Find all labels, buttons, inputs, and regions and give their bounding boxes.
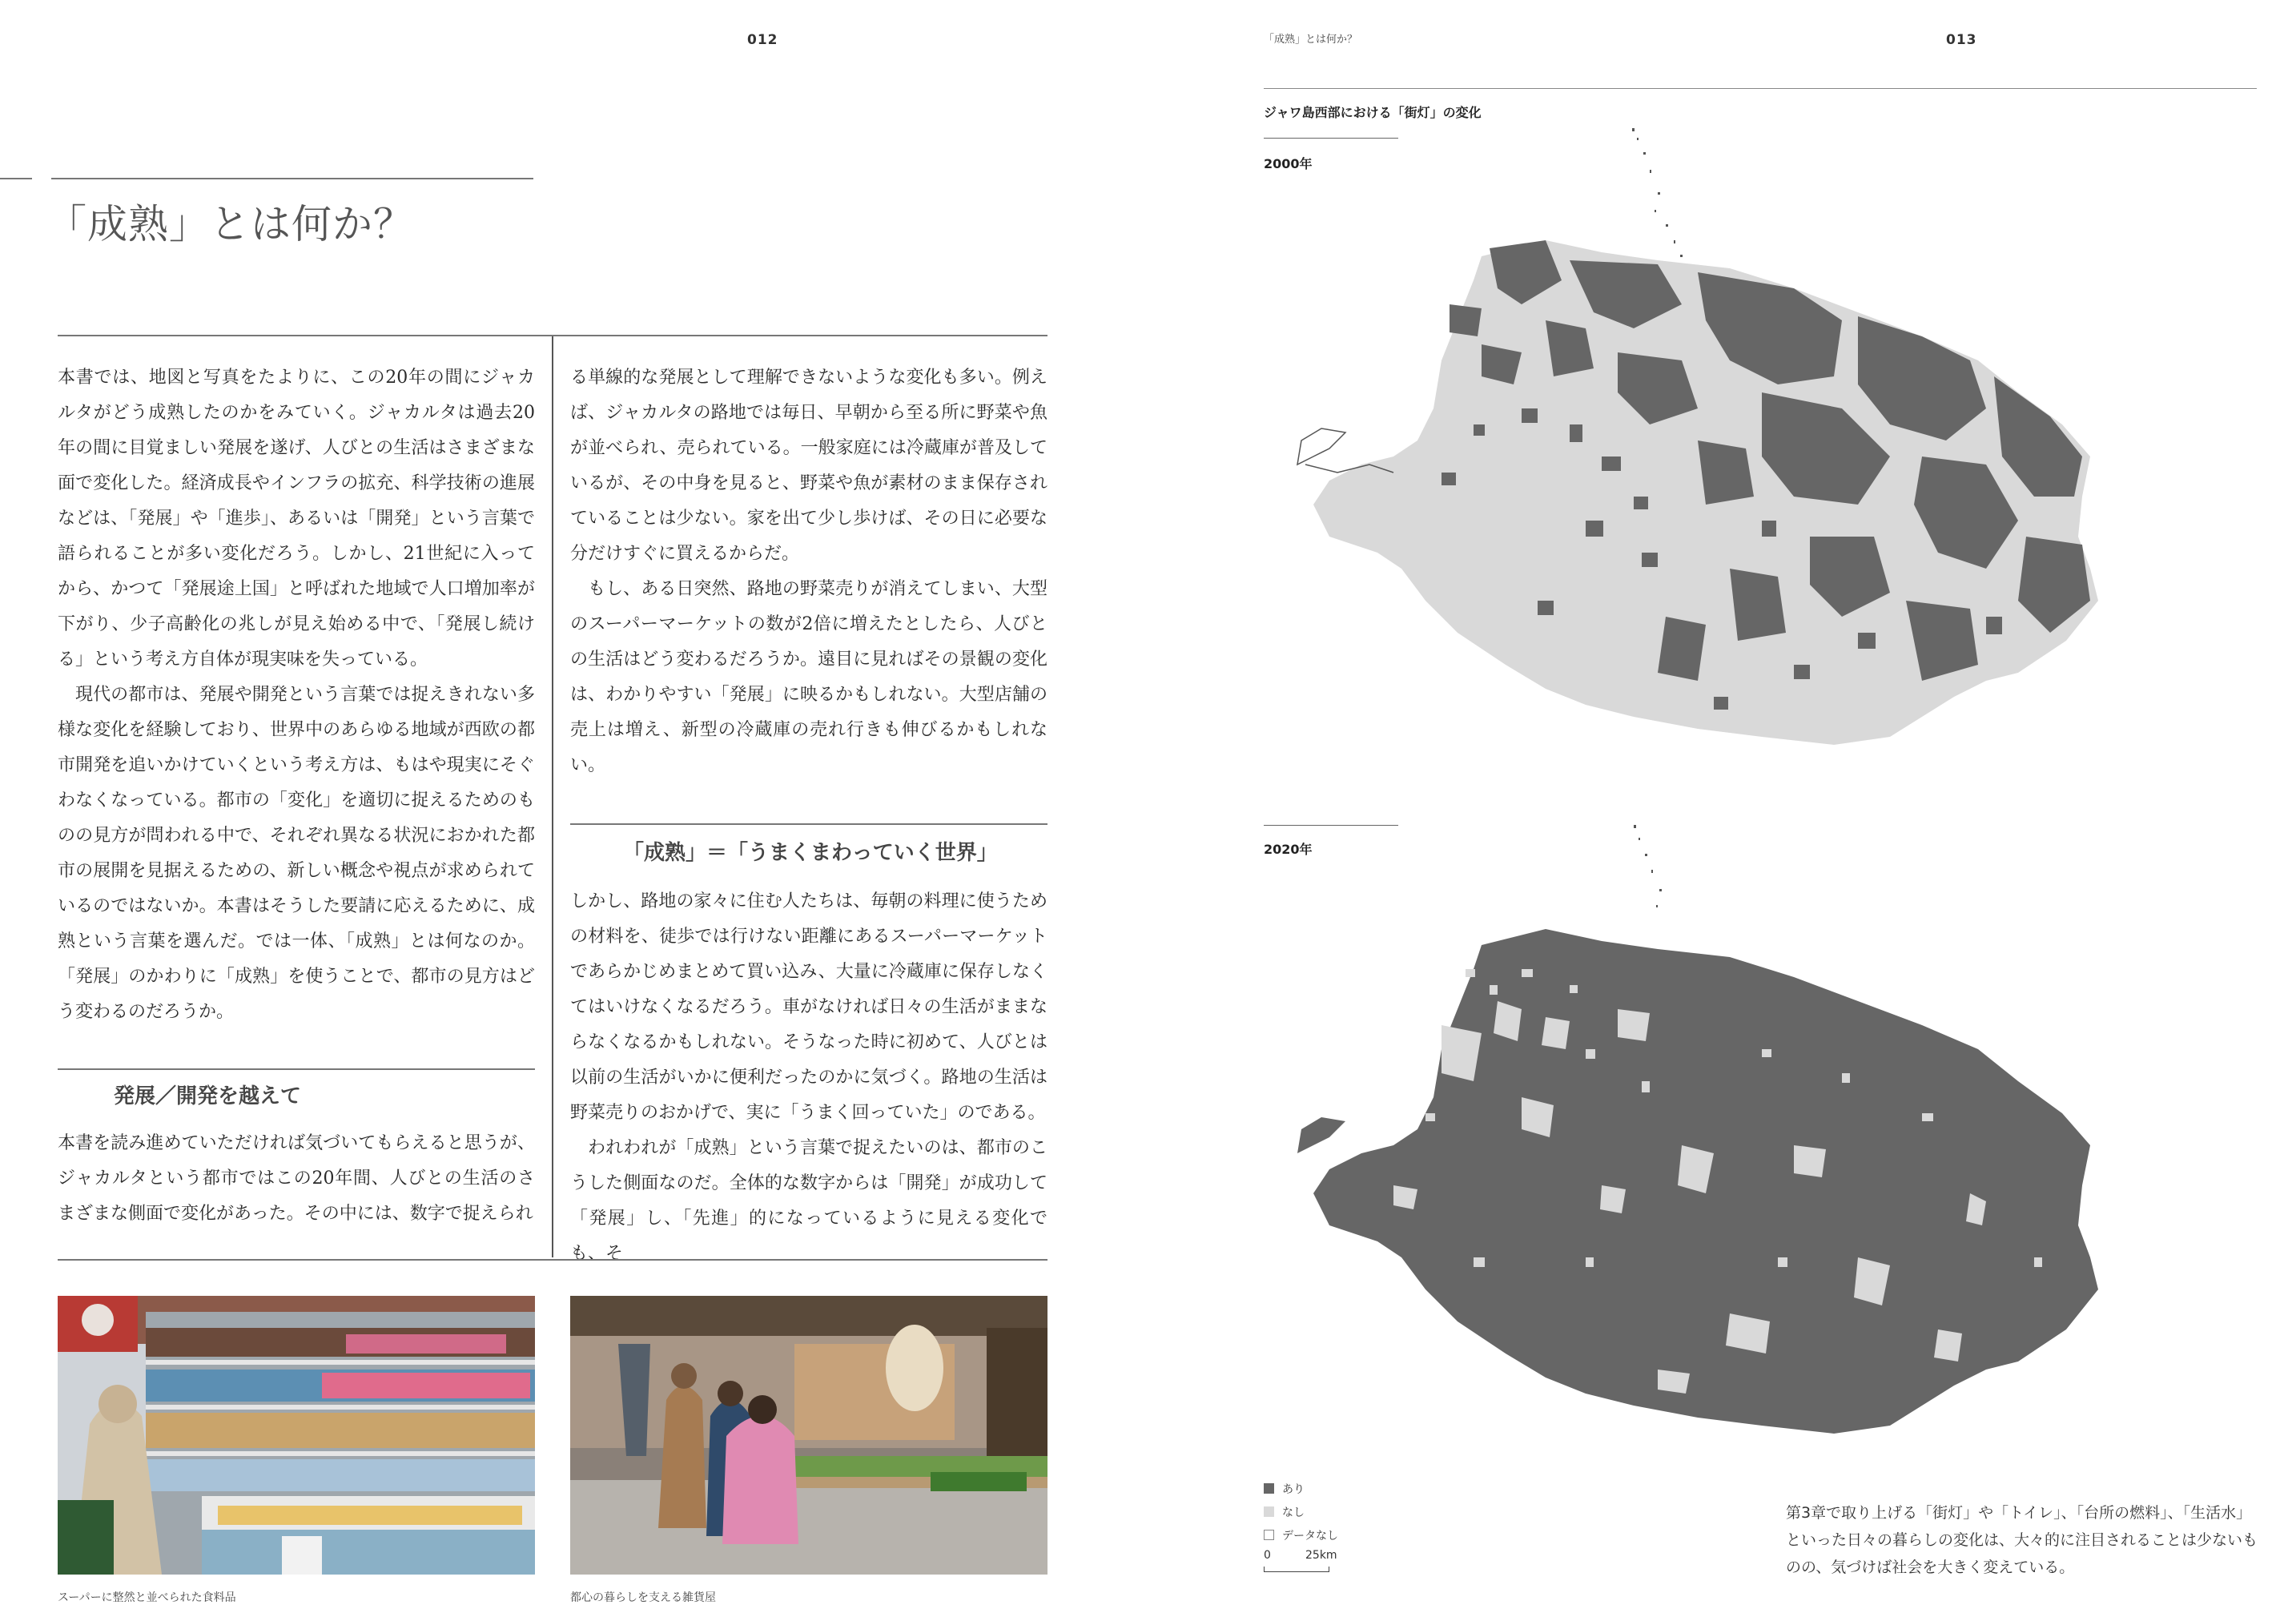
body-bottom-rule — [58, 1259, 1047, 1261]
page-number-right: 013 — [1946, 32, 1977, 48]
running-head: 「成熟」とは何か？ — [1264, 34, 1358, 46]
legend-label: データなし — [1282, 1529, 1338, 1543]
supermarket-photo — [58, 1296, 535, 1575]
page-number-left: 012 — [747, 32, 778, 48]
legend-item — [1264, 1523, 1338, 1547]
paragraph: 本書では、地図と写真をたよりに、この20年の間にジャカルタがどう成熟したのかをみていく。ジャカルタは過去20年の間に目覚ましい発展を遂げ、人びとの生活はさまざまな面で変化した。経済成長やインフラの拡充、科学技術の進展などは、「発展」や「進歩」、あるいは「開発」という言葉で語られることが多い変化だろう。しかし、21世紀に入ってから、かつて「発展途上国」と呼ばれた地域で人口増加率が下がり、少子高齢化の兆しが見え始める中で、「発展し続ける」という考え方自体が現実味を失っている。 — [58, 368, 535, 670]
section-rule — [58, 1068, 535, 1070]
legend-swatch-absent — [1264, 1506, 1274, 1517]
column-divider — [552, 336, 553, 1257]
header-rule — [1264, 88, 2257, 89]
subheading: 発展／開発を越えて — [114, 1084, 302, 1108]
year-label-2020: 2020年 — [1264, 842, 1313, 857]
column-2-text-after — [570, 884, 1047, 1272]
title-rule — [51, 178, 533, 179]
page-title: 「成熟」とは何か？ — [46, 201, 414, 247]
map-2000 — [1281, 120, 2258, 761]
street-stall-photo — [570, 1296, 1047, 1575]
map-2020 — [1281, 809, 2258, 1450]
legend-swatch-nodata — [1264, 1530, 1274, 1540]
legend-label: あり — [1282, 1482, 1305, 1496]
paragraph: もし、ある日突然、路地の野菜売りが消えてしまい、大型のスーパーマーケットの数が2倍に増えたとしたら、人びとの生活はどう変わるだろうか。遠目に見ればその景観の変化は、わかりやすい「発展」に映るかもしれない。大型店舗の売上は増え、新型の冷蔵庫の売れ行きも伸びるかもしれない。 — [570, 579, 1047, 775]
map-title: ジャワ島西部における「街灯」の変化 — [1264, 105, 1482, 120]
map-legend — [1264, 1477, 1338, 1547]
legend-label: なし — [1282, 1506, 1305, 1519]
legend-swatch-present — [1264, 1483, 1274, 1494]
scale-bar — [1264, 1549, 1352, 1573]
year-label-2000: 2000年 — [1264, 156, 1313, 171]
scale-line — [1264, 1567, 1329, 1572]
paragraph: われわれが「成熟」という言葉で捉えたいのは、都市のこうした側面なのだ。全体的な数字からは「開発」が成功して「発展」し、「先進」的になっているように見える変化でも、そ — [570, 1138, 1047, 1264]
paragraph: しかし、路地の家々に住む人たちは、毎朝の料理に使うための材料を、徒歩では行けない距離にあるスーパーマーケットであらかじめまとめて買い込み、大量に冷蔵庫に保存しなくてはいけなくなるだろう。車がなければ日々の生活がままならなくなるかもしれない。そうなった時に初めて、人びとは以前の生活がいかに便利だったのかに気づく。路地の生活は野菜売りのおかげで、実に「うまく回っていた」のである。 — [570, 891, 1047, 1123]
photo-caption: スーパーに整然と並べられた食料品 — [58, 1591, 236, 1604]
column-1-text — [58, 360, 535, 1030]
scale-label-end: 25km — [1305, 1549, 1337, 1562]
paragraph: 現代の都市は、発展や開発という言葉では捉えきれない多様な変化を経験しており、世界中のあらゆる地域が西欧の都市開発を追いかけていくという考え方は、もはや現実にそぐわなくなっている。都市の「変化」を適切に捉えるためのものの見方が問われる中で、それぞれ異なる状況におかれた都市の展開を見据えるための、新しい概念や視点が求められているのではないか。本書はそうした要請に応えるために、成熟という言葉を選んだ。では一体、「成熟」とは何なのか。「発展」のかわりに「成熟」を使うことで、都市の見方はどう変わるのだろうか。 — [58, 685, 535, 1022]
legend-item — [1264, 1477, 1338, 1500]
map-note: 第3章で取り上げる「街灯」や「トイレ」、「台所の燃料」、「生活水」といった日々の暮らしの変化は、大々的に注目されることは少ないものの、気づけば社会を大きく変えている。 — [1786, 1504, 2258, 1576]
paragraph: る単線的な発展として理解できないような変化も多い。例えば、ジャカルタの路地では毎日、早朝から至る所に野菜や魚が並べられ、売られている。一般家庭には冷蔵庫が普及しているが、その中身を見ると、野菜や魚が素材のまま保存されていることは少ない。家を出て少し歩けば、その日に必要な分だけすぐに買えるからだ。 — [570, 368, 1047, 564]
photo-caption: 都心の暮らしを支える雑貨屋 — [570, 1591, 716, 1604]
column-1-text-after: 本書を読み進めていただければ気づいてもらえると思うが、ジャカルタという都市ではこの20年間、人びとの生活のさまざまな側面で変化があった。その中には、数字で捉えられ — [58, 1133, 535, 1224]
subheading: 「成熟」＝「うまくまわっていく世界」 — [623, 841, 998, 865]
legend-item — [1264, 1500, 1338, 1523]
section-rule — [570, 823, 1047, 825]
column-2-text — [570, 360, 1047, 783]
scale-label-start: 0 — [1264, 1549, 1271, 1562]
title-rule — [0, 178, 32, 179]
